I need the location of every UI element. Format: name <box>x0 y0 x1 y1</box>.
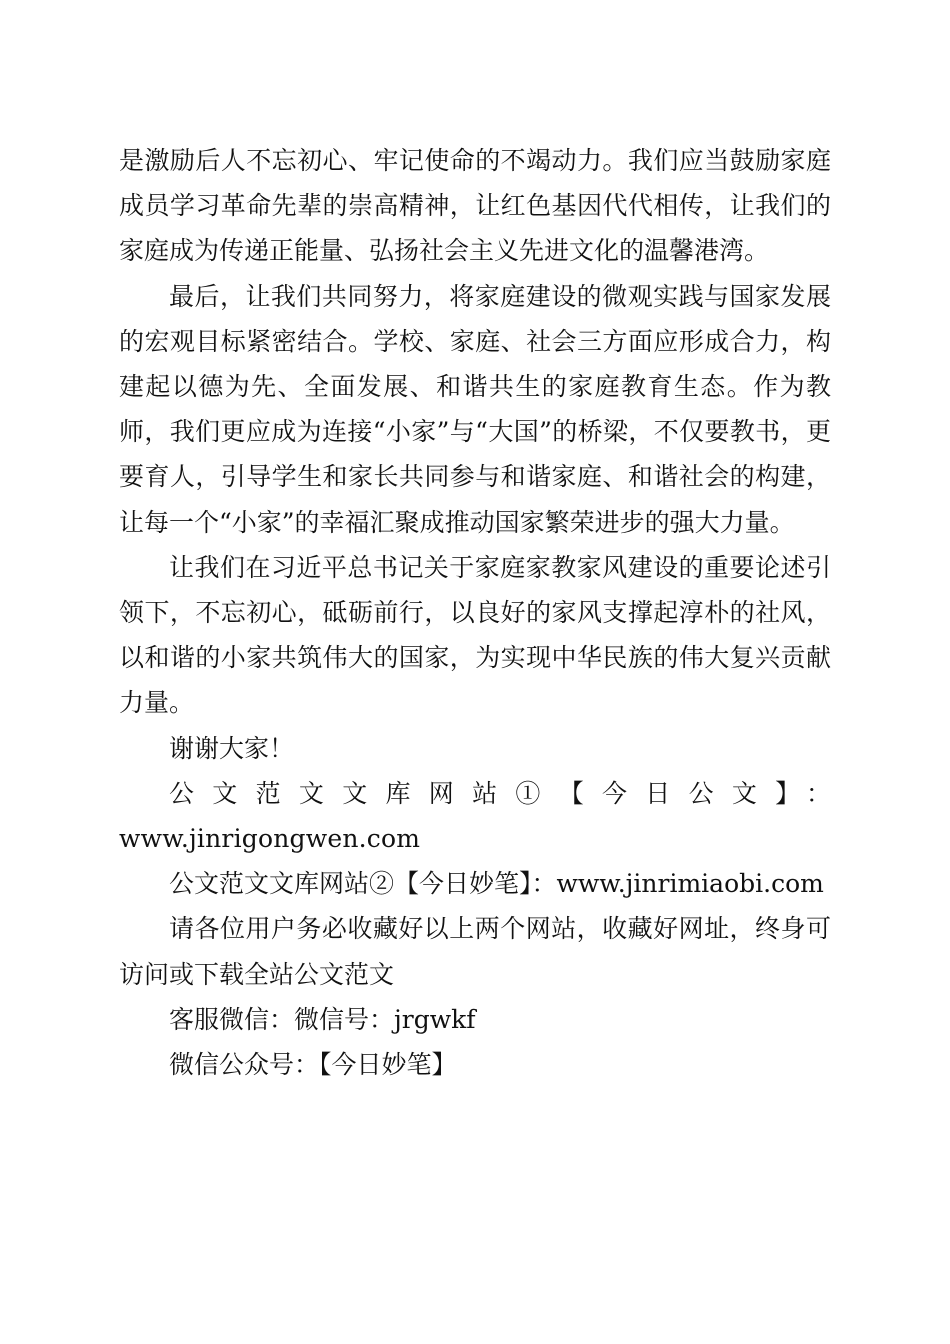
document-page <box>119 138 831 1087</box>
site1-url: www.jinrigongwen.com <box>119 824 421 854</box>
service-wechat: 客服微信：微信号：jrgwkf <box>169 1004 476 1034</box>
site1-label: 公文范文文库网站①【今日公文】： <box>169 778 831 808</box>
paragraph-conclusion: 最后，让我们共同努力，将家庭建设的微观实践与国家发展的宏观目标紧密结合。学校、家庭、社会三方面应形成合力，构建起以德为先、全面发展、和谐共生的家庭教育生态。作为教师，我们更应成为连接“小家”与“大国”的桥梁，不仅要教书，更要育人，引导学生和家长共同参与和谐家庭、和谐社会的构建，让每一个“小家”的幸福汇聚成推动国家繁荣进步的强大力量。 <box>119 281 831 537</box>
site2-line: 公文范文文库网站②【今日妙笔】：www.jinrimiaobi.com <box>169 869 824 899</box>
official-account: 微信公众号：【今日妙笔】 <box>169 1050 457 1080</box>
bookmark-notice: 请各位用户务必收藏好以上两个网站，收藏好网址，终身可访问或下载全站公文范文 <box>119 914 831 989</box>
paragraph-thanks: 谢谢大家！ <box>169 733 295 763</box>
paragraph-continuation: 是激励后人不忘初心、牢记使命的不竭动力。我们应当鼓励家庭成员学习革命先辈的崇高精神，让红色基因代代相传，让我们的家庭成为传递正能量、弘扬社会主义先进文化的温馨港湾。 <box>119 146 831 266</box>
paragraph-closing-call: 让我们在习近平总书记关于家庭家教家风建设的重要论述引领下，不忘初心，砥砺前行，以良好的家风支撑起淳朴的社风，以和谐的小家共筑伟大的国家，为实现中华民族的伟大复兴贡献力量。 <box>119 552 831 718</box>
